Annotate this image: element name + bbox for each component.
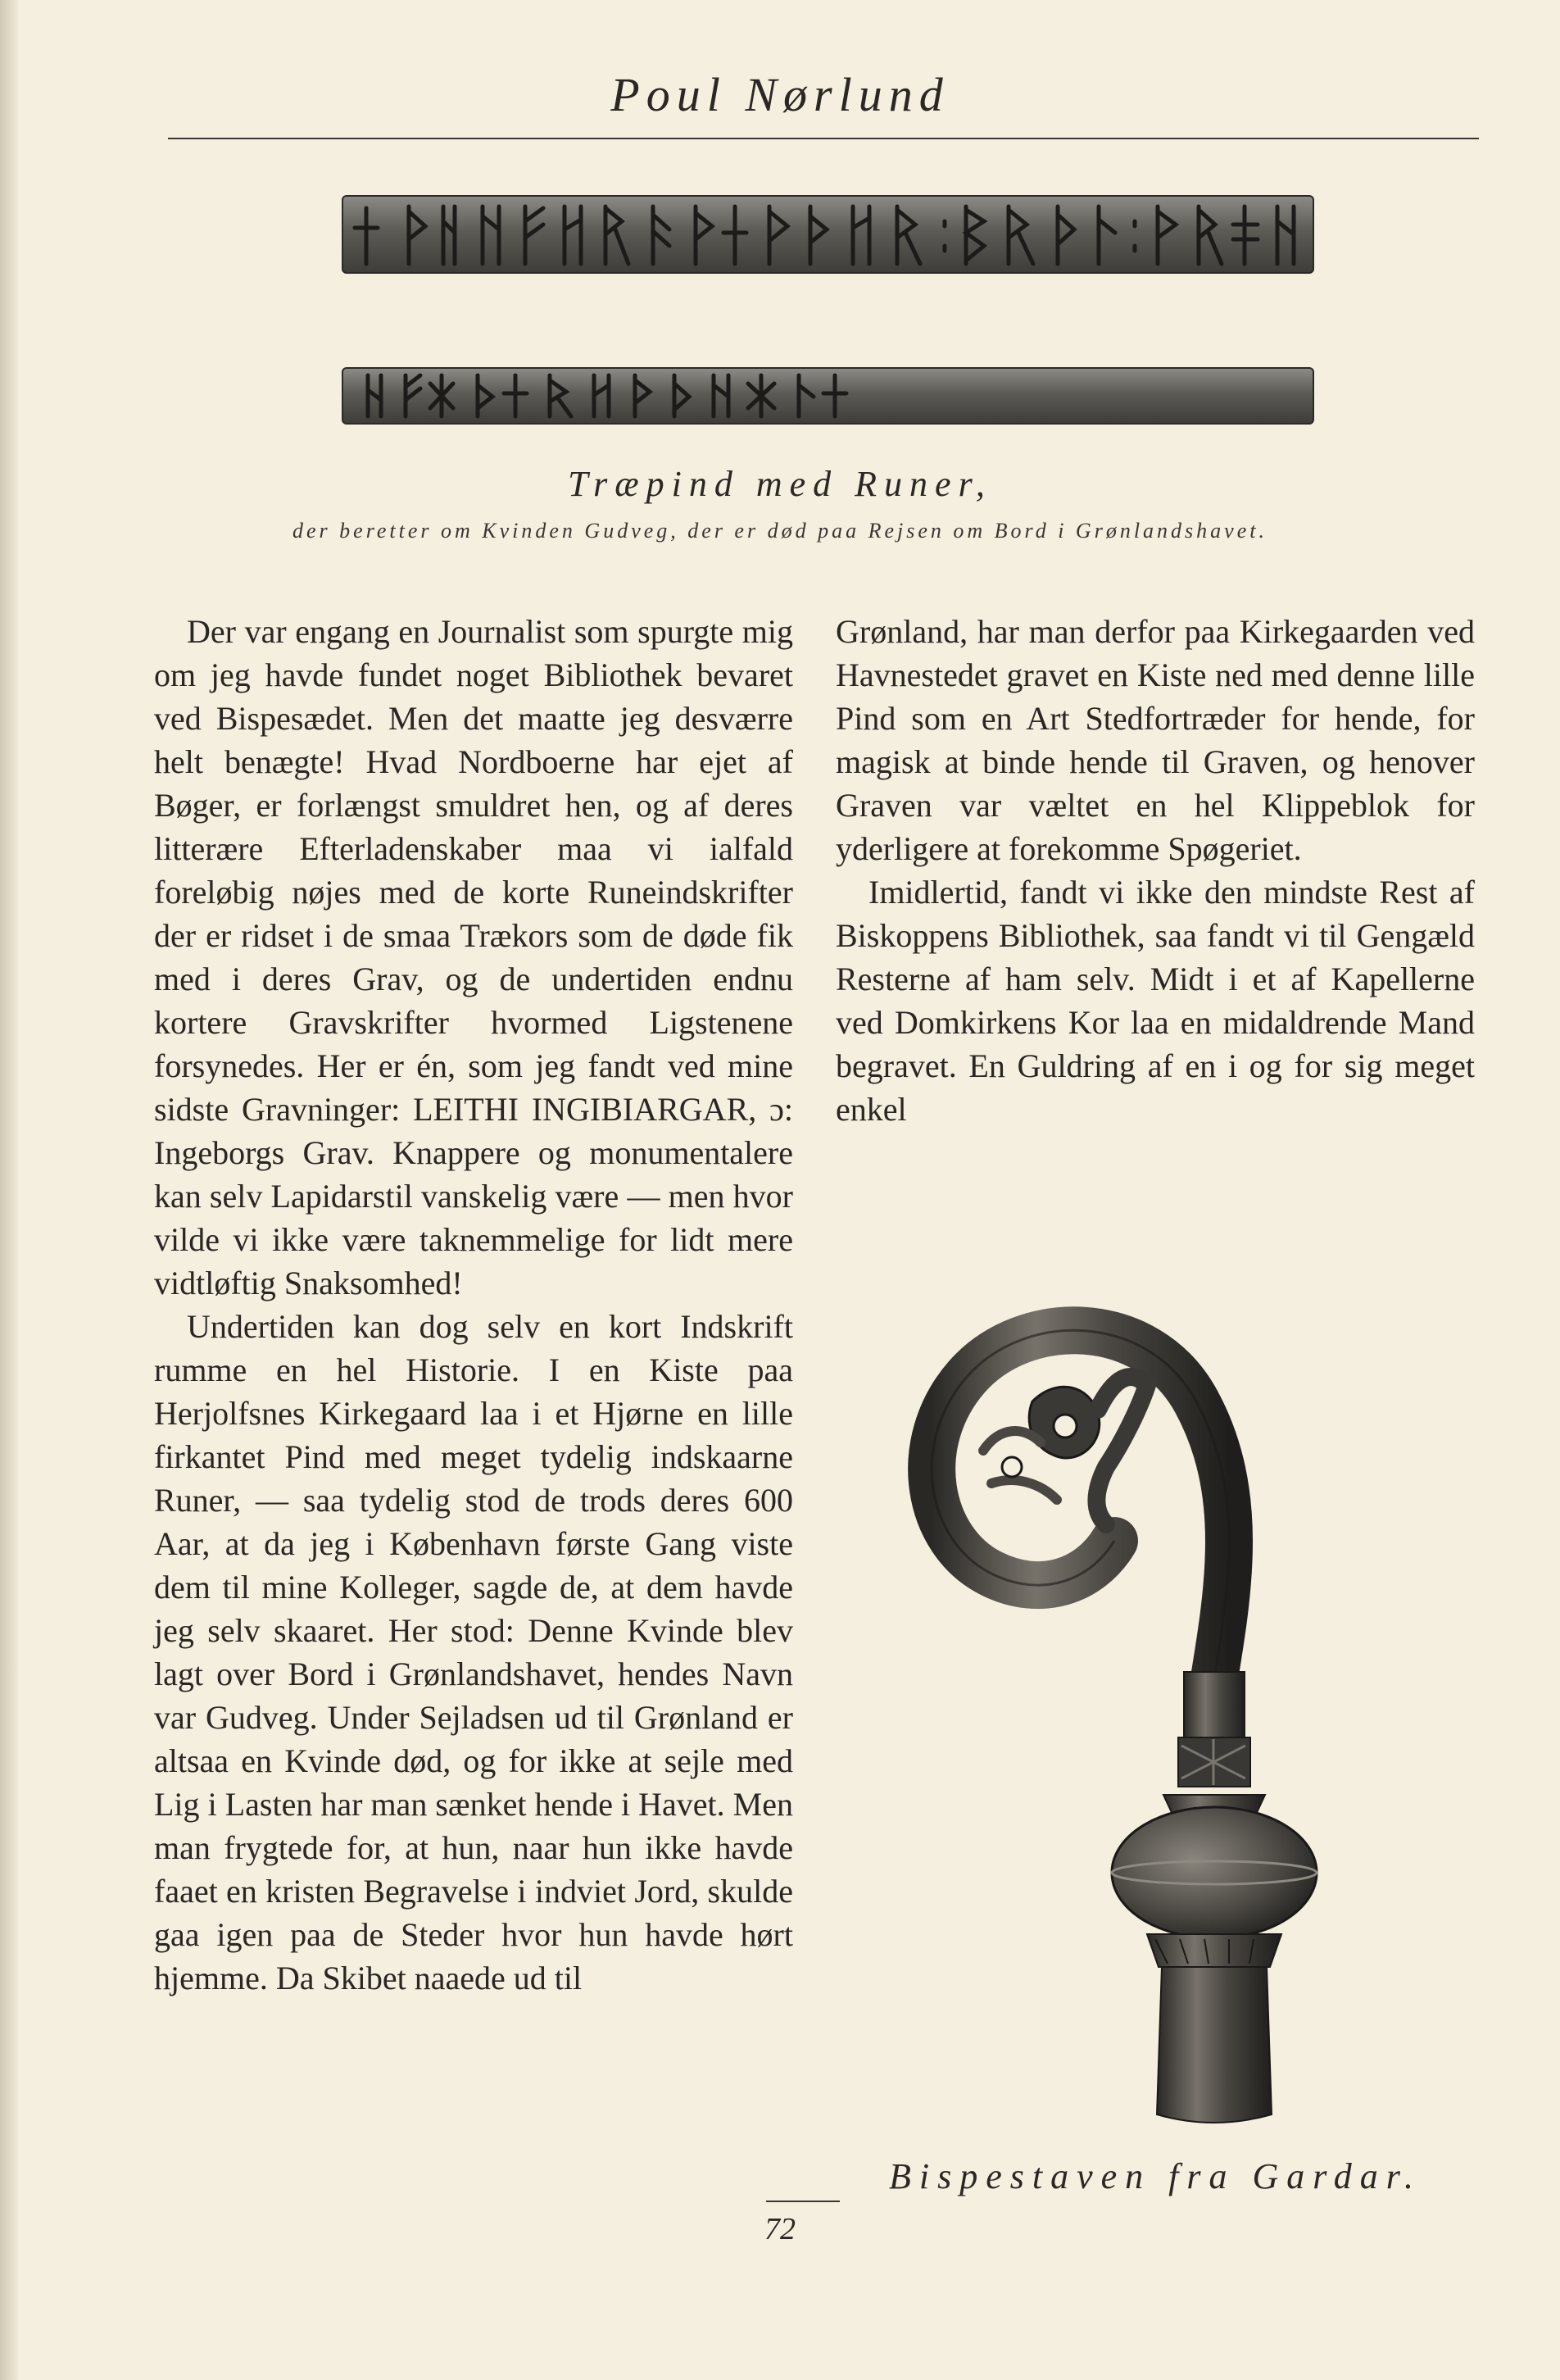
running-head: Poul Nørlund: [610, 68, 950, 121]
rune-stick-face-1: [342, 195, 1314, 274]
rune-carvings-1: [343, 197, 1313, 272]
crozier-caption: Bispestaven fra Gardar.: [888, 2156, 1422, 2196]
footer-rule: [766, 2201, 840, 2202]
rune-stick-caption-subtitle: der beretter om Kvinden Gudveg, der er død paa Rejsen om Bord i Grønlandshavet.: [292, 519, 1268, 543]
rune-stick-face-2: [342, 367, 1314, 425]
paragraph: Undertiden kan dog selv en kort Indskrift rumme en hel Historie. I en Kiste paa Herjolfsnes Kirkegaard laa i et Hjørne en lille firkantet Pind med meget tydelig indskaarne Runer, — saa tydelig stod de trods deres 600 Aar, at da jeg i København første Gang viste dem til mine Kolleger, sagde de, at dem havde jeg selv skaaret. Her stod: Denne Kvinde blev lagt over Bord i Grønlandshavet, hendes Navn var Gudveg. Under Sejladsen ud til Grønland er altsaa en Kvinde død, og for ikke at sejle med Lig i Lasten har man sænket hende i Havet. Men man frygtede for, at hun, naar hun ikke havde faaet en kristen Begravelse i indviet Jord, skulde gaa igen paa de Steder hvor hun havde hørt hjemme. Da Skibet naaede ud til: [154, 1308, 793, 1996]
paragraph: Imidlertid, fandt vi ikke den mindste Rest af Biskoppens Bibliothek, saa fandt vi til Gengæld Resterne af ham selv. Midt i et af Kapellerne ved Domkirkens Kor laa en midaldrende Mand begravet. En Guldring af en i og for sig meget enkel: [836, 874, 1475, 1128]
page-edge-shadow: [0, 0, 18, 2380]
rune-carvings-2: [343, 369, 1313, 423]
right-text-column: [836, 610, 1475, 1131]
rune-stick-caption-title: Træpind med Runer,: [568, 464, 992, 504]
left-text-column: [154, 610, 793, 2000]
header-rule: [168, 138, 1479, 139]
crozier-photo: [901, 1279, 1409, 2147]
page-number: 72: [764, 2212, 796, 2246]
paragraph: Der var engang en Journalist som spurgte mig om jeg havde fundet noget Bibliothek bevaret ved Bispesædet. Men det maatte jeg desværre helt benægte! Hvad Nordboerne har ejet af Bøger, er forlængst smuldret hen, og af deres litterære Efterladenskaber maa vi ialfald foreløbig nøjes med de korte Runeindskrifter der er ridset i de smaa Trækors som de døde fik med i deres Grav, og de undertiden endnu kortere Gravskrifter hvormed Ligstenene forsynedes. Her er én, som jeg fandt ved mine sidste Gravninger: LEITHI INGIBIARGAR, ɔ: Ingeborgs Grav. Knappere og monumentalere kan selv Lapidarstil vanskelig være — men hvor vilde vi ikke være taknemmelige for lidt mere vidtløftig Snaksomhed!: [154, 613, 793, 1301]
paragraph: Grønland, har man derfor paa Kirkegaarden ved Havnestedet gravet en Kiste ned med denne lille Pind som en Art Stedfortræder for hende, for magisk at binde hende til Graven, og henover Graven var væltet en hel Klippeblok for yderligere at forekomme Spøgeriet.: [836, 613, 1475, 867]
